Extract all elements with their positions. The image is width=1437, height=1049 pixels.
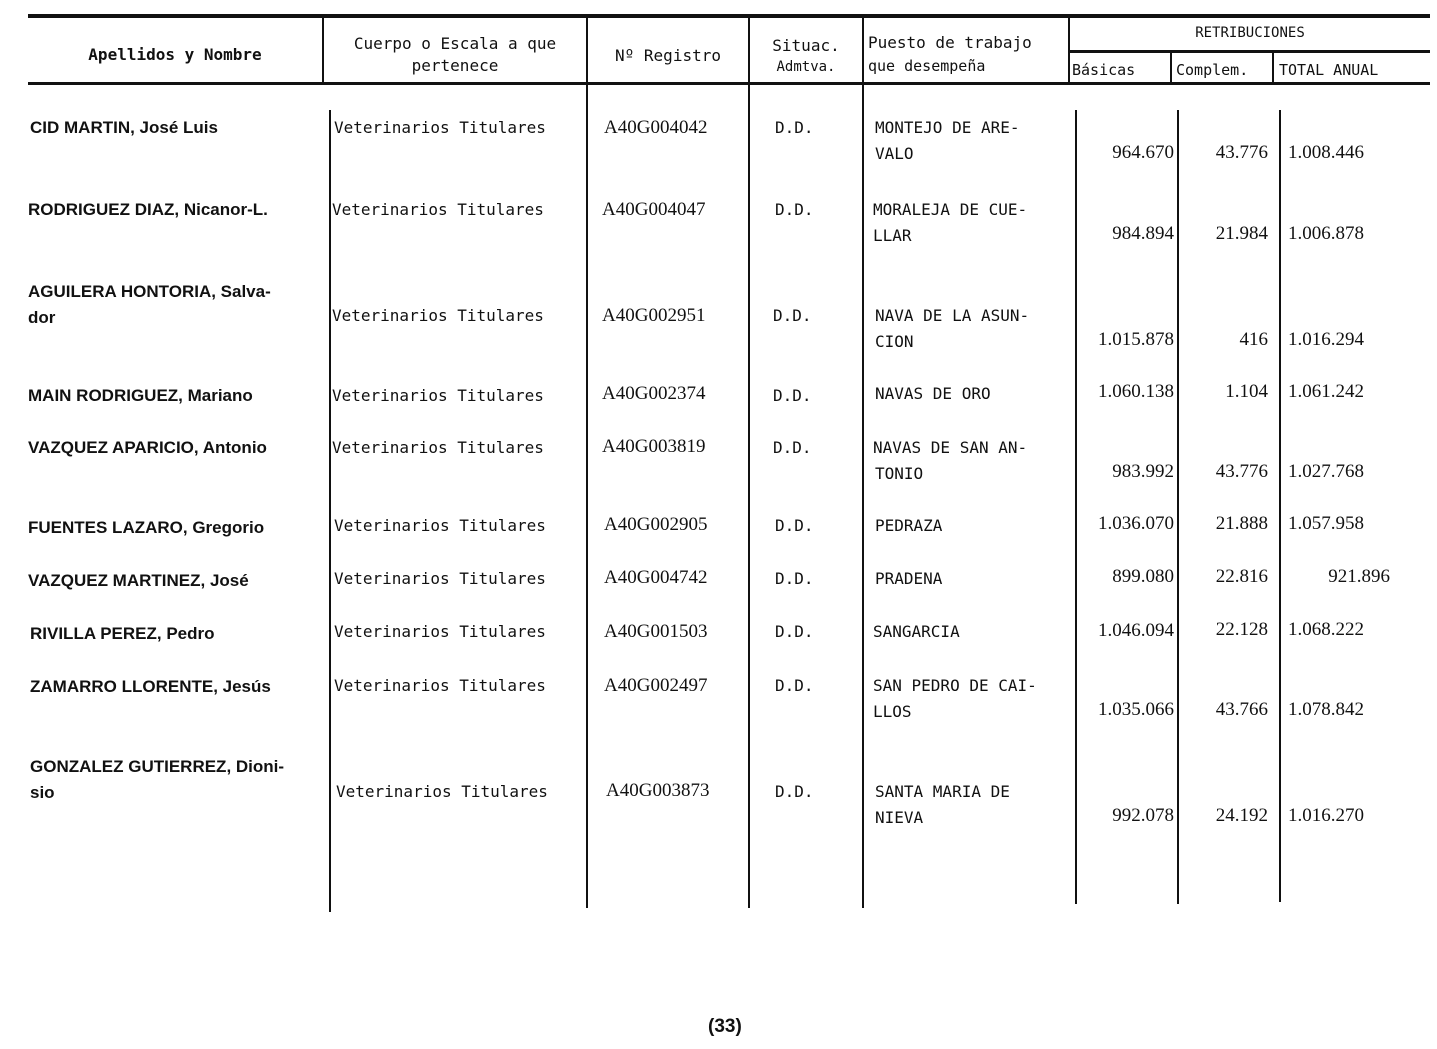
- row-name: RIVILLA PEREZ, Pedro: [30, 624, 215, 643]
- header-bottom-rule: [28, 82, 1430, 85]
- header-total: TOTAL ANUAL: [1279, 61, 1379, 79]
- row-complem: 21.888: [1215, 513, 1268, 534]
- row-complem: 43.776: [1215, 461, 1268, 482]
- row-situac: D.D.: [773, 386, 812, 405]
- row-complem: 1.104: [1225, 381, 1268, 402]
- page-number: (33): [708, 1016, 742, 1037]
- row-cuerpo: Veterinarios Titulares: [334, 676, 546, 695]
- row-name: MAIN RODRIGUEZ, Mariano: [28, 386, 253, 405]
- row-basicas: 1.036.070: [1098, 513, 1174, 534]
- row-total: 1.057.958: [1288, 513, 1364, 534]
- row-basicas: 1.060.138: [1098, 381, 1174, 402]
- header-registro: Nº Registro: [615, 46, 721, 65]
- row-name: AGUILERA HONTORIA, Salva-: [28, 282, 271, 301]
- row-total: 921.896: [1328, 566, 1390, 587]
- row-cuerpo: Veterinarios Titulares: [334, 622, 546, 641]
- top-rule: [28, 14, 1430, 18]
- row-puesto-line1: NAVA DE LA ASUN-: [875, 306, 1030, 325]
- row-situac: D.D.: [775, 200, 814, 219]
- row-puesto-line1: SANTA MARIA DE: [875, 782, 1010, 801]
- row-situac: D.D.: [773, 306, 812, 325]
- row-basicas: 899.080: [1112, 566, 1174, 587]
- row-situac: D.D.: [775, 676, 814, 695]
- row-puesto-line2: NIEVA: [875, 808, 924, 827]
- row-situac: D.D.: [773, 438, 812, 457]
- row-name: VAZQUEZ MARTINEZ, José: [28, 571, 249, 590]
- row-total: 1.016.270: [1288, 805, 1364, 826]
- row-puesto-line1: PRADENA: [875, 569, 943, 588]
- row-puesto-line1: NAVAS DE ORO: [875, 384, 991, 403]
- row-name: GONZALEZ GUTIERREZ, Dioni-: [30, 757, 285, 776]
- col-rule-3: [748, 18, 750, 908]
- row-complem: 43.776: [1215, 142, 1268, 163]
- row-registro: A40G002905: [604, 514, 708, 535]
- row-complem: 43.766: [1215, 699, 1268, 720]
- row-total: 1.008.446: [1288, 142, 1364, 163]
- row-puesto-line1: MONTEJO DE ARE-: [875, 118, 1020, 137]
- row-registro: A40G004042: [604, 117, 708, 138]
- row-registro: A40G003819: [602, 436, 706, 457]
- row-total: 1.027.768: [1288, 461, 1364, 482]
- col-rule-1-body: [329, 110, 331, 912]
- row-complem: 21.984: [1215, 223, 1268, 244]
- row-cuerpo: Veterinarios Titulares: [334, 516, 546, 535]
- header-puesto-line1: Puesto de trabajo: [868, 33, 1032, 52]
- row-situac: D.D.: [775, 118, 814, 137]
- row-basicas: 964.670: [1112, 142, 1174, 163]
- header-basicas: Básicas: [1072, 61, 1136, 79]
- row-basicas: 983.992: [1112, 461, 1174, 482]
- row-cuerpo: Veterinarios Titulares: [332, 386, 544, 405]
- row-complem: 24.192: [1215, 805, 1268, 826]
- row-name-cont: sio: [30, 783, 55, 802]
- row-cuerpo: Veterinarios Titulares: [334, 118, 546, 137]
- row-puesto-line1: NAVAS DE SAN AN-: [873, 438, 1028, 457]
- row-registro: A40G002497: [604, 675, 708, 696]
- row-total: 1.061.242: [1288, 381, 1364, 402]
- header-situac-line2: Admtva.: [776, 59, 836, 75]
- row-name: VAZQUEZ APARICIO, Antonio: [28, 438, 267, 457]
- row-registro: A40G003873: [606, 780, 710, 801]
- row-situac: D.D.: [775, 516, 814, 535]
- header-puesto-line2: que desempeña: [868, 57, 986, 75]
- header-name: Apellidos y Nombre: [88, 45, 262, 64]
- row-name: FUENTES LAZARO, Gregorio: [28, 518, 265, 537]
- row-registro: A40G002951: [602, 305, 706, 326]
- row-total: 1.078.842: [1288, 699, 1364, 720]
- row-basicas: 1.046.094: [1098, 620, 1174, 641]
- row-basicas: 992.078: [1112, 805, 1174, 826]
- col-rule-7: [1272, 52, 1274, 82]
- row-registro: A40G002374: [602, 383, 706, 404]
- row-complem: 22.816: [1215, 566, 1268, 587]
- row-puesto-line2: TONIO: [875, 464, 924, 483]
- row-registro: A40G004047: [602, 199, 706, 220]
- header-situac-line1: Situac.: [772, 36, 840, 55]
- row-puesto-line2: LLOS: [873, 702, 912, 721]
- row-situac: D.D.: [775, 569, 814, 588]
- row-total: 1.006.878: [1288, 223, 1364, 244]
- header-cuerpo-line2: pertenece: [411, 56, 499, 75]
- row-complem: 416: [1239, 329, 1268, 350]
- col-rule-6: [1170, 52, 1172, 82]
- row-puesto-line2: CION: [875, 332, 914, 351]
- header-cuerpo-line1: Cuerpo o Escala a que: [353, 34, 557, 53]
- row-complem: 22.128: [1215, 619, 1268, 640]
- row-situac: D.D.: [775, 622, 814, 641]
- row-cuerpo: Veterinarios Titulares: [336, 782, 548, 801]
- col-rule-7-body: [1279, 110, 1281, 902]
- row-name: CID MARTIN, José Luis: [30, 118, 218, 137]
- row-basicas: 1.035.066: [1098, 699, 1174, 720]
- header-complem: Complem.: [1176, 61, 1249, 79]
- row-basicas: 984.894: [1112, 223, 1174, 244]
- row-cuerpo: Veterinarios Titulares: [334, 569, 546, 588]
- row-registro: A40G004742: [604, 567, 708, 588]
- retribuciones-rule: [1068, 50, 1430, 53]
- row-cuerpo: Veterinarios Titulares: [332, 438, 544, 457]
- row-puesto-line2: LLAR: [873, 226, 912, 245]
- row-basicas: 1.015.878: [1098, 329, 1174, 350]
- header-retribuciones: RETRIBUCIONES: [1195, 25, 1305, 41]
- row-puesto-line1: PEDRAZA: [875, 516, 943, 535]
- col-rule-4: [862, 18, 864, 908]
- row-name: ZAMARRO LLORENTE, Jesús: [30, 677, 271, 696]
- row-cuerpo: Veterinarios Titulares: [332, 306, 544, 325]
- row-total: 1.016.294: [1288, 329, 1364, 350]
- row-total: 1.068.222: [1288, 619, 1364, 640]
- row-puesto-line1: MORALEJA DE CUE-: [873, 200, 1028, 219]
- row-cuerpo: Veterinarios Titulares: [332, 200, 544, 219]
- row-name-cont: dor: [28, 308, 56, 327]
- row-registro: A40G001503: [604, 621, 708, 642]
- row-puesto-line1: SAN PEDRO DE CAI-: [873, 676, 1037, 695]
- row-puesto-line2: VALO: [875, 144, 914, 163]
- row-name: RODRIGUEZ DIAZ, Nicanor-L.: [28, 200, 268, 219]
- row-puesto-line1: SANGARCIA: [873, 622, 960, 641]
- col-rule-2: [586, 18, 588, 908]
- row-situac: D.D.: [775, 782, 814, 801]
